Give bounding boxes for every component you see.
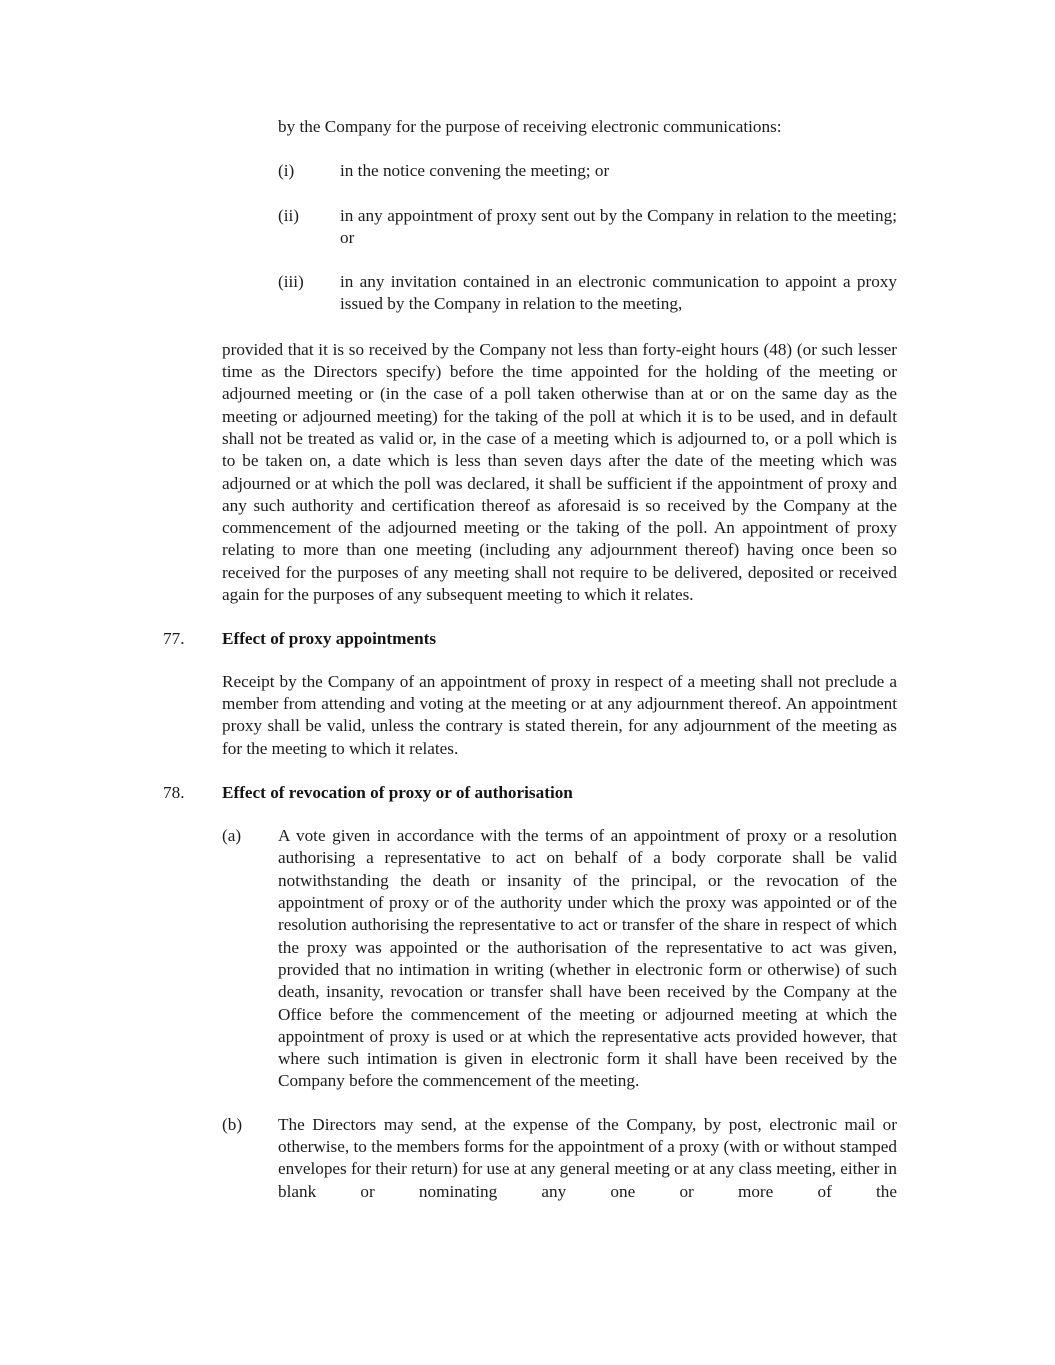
list-item-iii <box>278 271 897 316</box>
list-item-text: A vote given in accordance with the terms of an appointment of proxy or a resolution authorising a representative to act on behalf of a body corporate shall be valid notwithstanding the death or insanity of the principal, or the revocation of the appointment of proxy or of the authority under which the proxy was appointed or of the resolution authorising the representative to act or transfer of the share in respect of which the proxy was appointed or the authorisation of the representative to act was given, provided that no intimation in writing (whether in electronic form or otherwise) of such death, insanity, revocation or transfer shall have been received by the Company at the Office before the commencement of the meeting or adjourned meeting at which the appointment of proxy is used or at which the representative acts provided however, that where such intimation is given in electronic form it shall have been received by the Company before the commencement of the meeting. <box>278 826 897 1091</box>
list-item-text: in the notice convening the meeting; or <box>340 161 610 181</box>
section-77-body: Receipt by the Company of an appointment of proxy in respect of a meeting shall not preclude a member from attending and voting at the meeting or at any adjournment thereof. An appointment proxy shall be valid, unless the contrary is stated therein, for any adjournment of the meeting as for the meeting to which it relates. <box>222 671 897 758</box>
list-item-text: in any appointment of proxy sent out by the Company in relation to the meeting; or <box>340 205 897 247</box>
section-number: 78. <box>163 782 185 802</box>
list-item-text: in any invitation contained in an electronic communication to appoint a proxy issued by the Company in relation to the meeting, <box>340 272 897 314</box>
list-item-b <box>222 1114 897 1203</box>
list-item-marker: (ii) <box>278 205 299 225</box>
list-item-a <box>222 825 897 1093</box>
list-item-marker: (iii) <box>278 272 304 292</box>
section-78-heading <box>163 782 897 804</box>
list-item-ii <box>278 205 897 250</box>
section-title: Effect of revocation of proxy or of authorisation <box>222 782 573 802</box>
list-item-i <box>278 160 897 182</box>
list-item-text: The Directors may send, at the expense of the Company, by post, electronic mail or otherwise, to the members forms for the appointment of a proxy (with or without stamped envelopes for their return) for use at any general meeting or at any class meeting, either in blank or nominating any one or more of the <box>278 1114 897 1201</box>
section-number: 77. <box>163 629 185 649</box>
section-title: Effect of proxy appointments <box>222 629 437 649</box>
list-item-marker: (a) <box>222 826 242 846</box>
list-item-marker: (b) <box>222 1114 243 1134</box>
list-item-marker: (i) <box>278 161 295 181</box>
section-77-heading <box>163 628 897 650</box>
continuation-paragraph: by the Company for the purpose of receiving electronic communications: <box>278 117 782 136</box>
proviso-paragraph: provided that it is so received by the Company not less than forty-eight hours (48) (or such lesser time as the Directors specify) before the time appointed for the holding of the meeting or adjourned meeting or (in the case of a poll taken otherwise than at or on the same day as the meeting or adjourned meeting) for the taking of the poll at which it is to be used, and in default shall not be treated as valid or, in the case of a meeting which is adjourned to, or a poll which is to be taken on, a date which is less than seven days after the date of the meeting which was adjourned or at which the poll was declared, it shall be sufficient if the appointment of proxy and any such authority and certification thereof as aforesaid is so received by the Company at the commencement of the adjourned meeting or the taking of the poll. An appointment of proxy relating to more than one meeting (including any adjournment thereof) having once been so received for the purposes of any meeting shall not require to be delivered, deposited or received again for the purposes of any subsequent meeting to which it relates. <box>222 339 897 605</box>
